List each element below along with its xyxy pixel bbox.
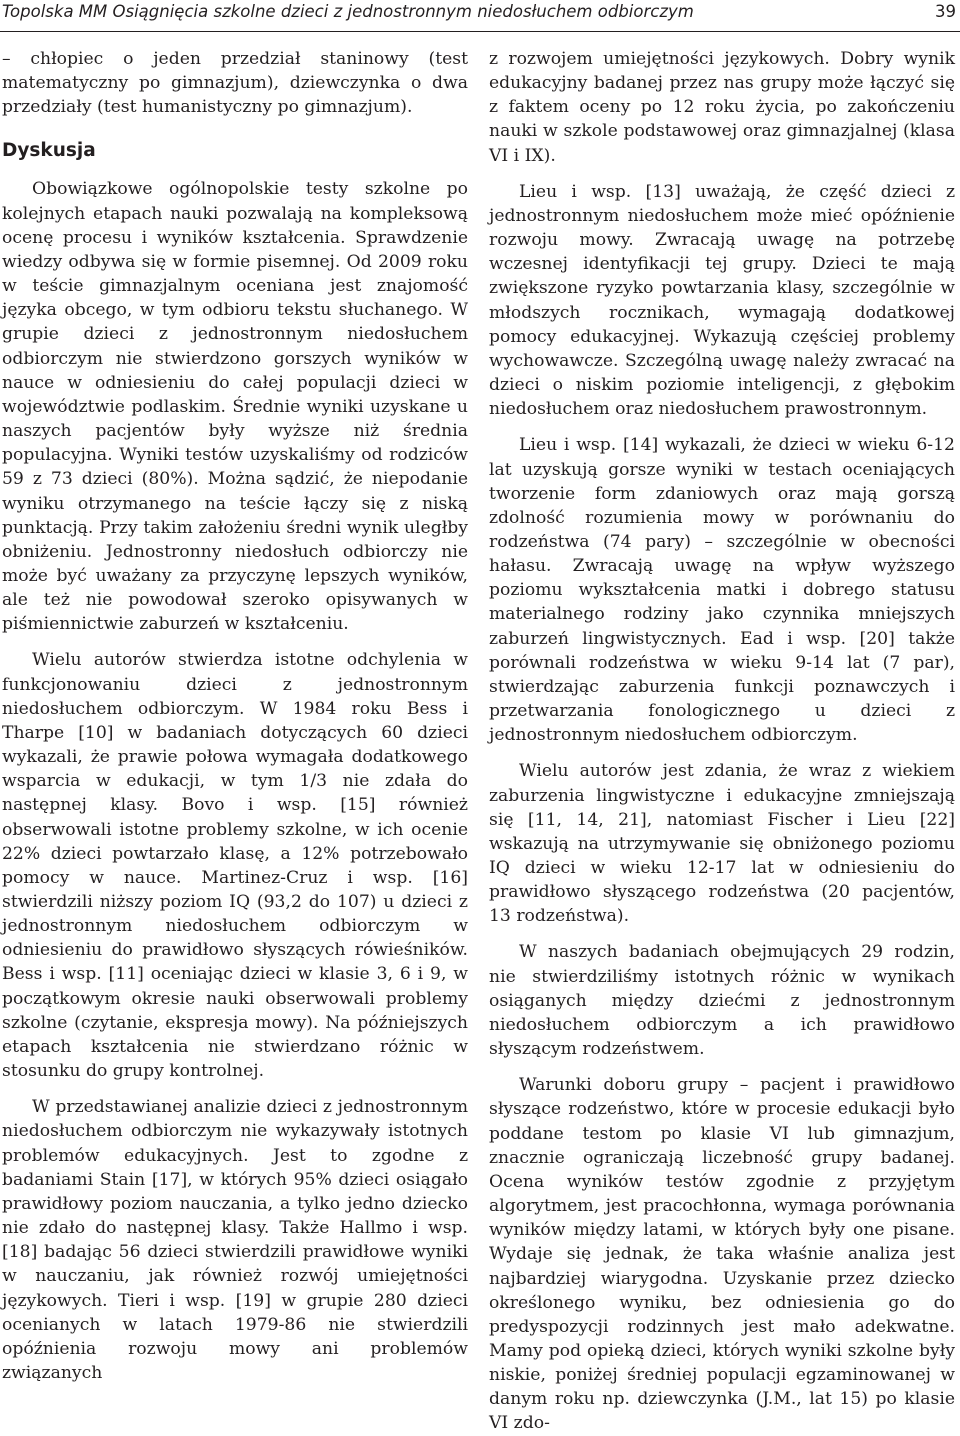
body-paragraph: z rozwojem umiejętności językowych. Dobry wynik edukacyjny badanej przez nas grupy może łączyć się z faktem oceny po 12 roku życia, po zakończeniu nauki w szkole podstawowej oraz gimnazjalnej (klasa VI i IX). (489, 49, 955, 166)
left-column (2, 47, 468, 1385)
page-number: 39 (935, 2, 956, 21)
right-column (489, 47, 955, 1436)
header-rule (0, 31, 960, 32)
body-paragraph: Wielu autorów jest zdania, że wraz z wiekiem zaburzenia lingwistyczne i edukacyjne zmniejszają się [11, 14, 21], natomiast Fischer i Lieu [22] wskazują na utrzymywanie się obniżonego poziomu IQ dzieci w wieku 12-17 lat w odniesieniu do prawidłowo słyszącego rodzeństwa (20 pacjentów, 13 rodzeństwa). (489, 761, 955, 927)
body-paragraph: W przedstawianej analizie dzieci z jednostronnym niedosłuchem odbiorczym nie wykazywały istotnych problemów edukacyjnych. Jest to zgodne z badaniami Stain [17], w których 95% dzieci osiągało prawidłowy poziom nauczania, a tylko jedno dziecko nie zdało do następnej klasy. Także Hallmo i wsp. [18] badając 56 dzieci stwierdzili prawidłowe wyniki w nauczaniu, jak również rozwój umiejętności językowych. Tieri i wsp. [19] w grupie 280 dzieci ocenianych w latach 1979-86 nie stwierdzili opóźnienia rozwoju mowy ani problemów związanych (2, 1097, 468, 1383)
running-header (0, 0, 960, 24)
body-paragraph: W naszych badaniach obejmujących 29 rodzin, nie stwierdziliśmy istotnych różnic w wynikach osiąganych między dziećmi z jednostronnym niedosłuchem odbiorczym a ich prawidłowo słyszącym rodzeństwem. (489, 942, 955, 1060)
result-list (2, 47, 468, 119)
list-item: – chłopiec o jeden przedział staninowy (test matematyczny po gimnazjum), dziewczynka o dwa przedziały (test humanistyczny po gimnazjum). (2, 49, 468, 118)
running-title: Topolska MM Osiągnięcia szkolne dzieci z jednostronnym niedosłuchem odbiorczym (2, 2, 694, 21)
body-paragraph: Warunki doboru grupy – pacjent i prawidłowo słyszące rodzeństwo, które w procesie edukacji było poddane testom po klasie VI lub gimnazjum, znacznie ograniczają liczebność grupy badanej. Ocena wyników testów zgodnie z przyjętym algorytmem, jest pracochłonna, wymaga porównania wyników między latami, w których były one pisane. Wydaje się jednak, że taka właśnie analiza jest najbardziej wiarygodna. Uzyskanie przez dziecko określonego wyniku, bez odniesienia go do predyspozycji rodzinnych jest mało adekwatne. Mamy pod opieką dzieci, których wyniki szkolne były niskie, poniżej średniej populacji egzaminowanej w danym roku np. dziewczynka (J.M., lat 15) po klasie VI zdo- (489, 1075, 955, 1434)
body-paragraph: Lieu i wsp. [14] wykazali, że dzieci w wieku 6-12 lat uzyskują gorsze wyniki w testach oceniających tworzenie form zdaniowych oraz mają gorszą zdolność rozumienia mowy w porównaniu do rodzeństwa (74 pary) – szczególnie w obecności hałasu. Zwracają uwagę na wpływ wyższego poziomu wykształcenia matki i dobrego statusu materialnego rodziny jako czynnika mniejszych zaburzeń lingwistycznych. Ead i wsp. [20] także porównali rodzeństwa w wieku 9-14 lat (7 par), stwierdzając zaburzenia funkcji poznawczych i przetwarzania fonologicznego u dzieci z jednostronnym niedosłuchem odbiorczym. (489, 435, 955, 746)
section-heading: Dyskusja (2, 140, 96, 162)
body-paragraph: Lieu i wsp. [13] uważają, że część dzieci z jednostronnym niedosłuchem może mieć opóźnienie rozwoju mowy. Zwracają uwagę na potrzebę wczesnej identyfikacji tej grupy. Dzieci te mają zwiększone ryzyko powtarzania klasy, szczególnie w młodszych rocznikach, wymagają dodatkowej pomocy edukacyjnej. Wykazują częściej problemy wychowawcze. Szczególną uwagę należy zwracać na dzieci o niskim poziomie inteligencji, z głębokim niedosłuchem oraz niedosłuchem prawostronnym. (489, 181, 955, 420)
body-paragraph: Obowiązkowe ogólnopolskie testy szkolne po kolejnych etapach nauki pozwalają na kompleksową ocenę procesu i wyników kształcenia. Sprawdzenie wiedzy odbywa się w formie pisemnej. Od 2009 roku w teście gimnazjalnym oceniana jest znajomość języka obcego, w tym odbioru tekstu słuchanego. W grupie dzieci z jednostronnym niedosłuchem odbiorczym nie stwierdzono gorszych wyników w nauce w odniesieniu do całej populacji dzieci w województwie podlaskim. Średnie wyniki uzyskane u naszych pacjentów były wyższe niż średnia populacyjna. Wyniki testów uzyskaliśmy od rodziców 59 z 73 dzieci (80%). Można sądzić, że niepodanie wyniku otrzymanego na teście łączy się z niską punktacją. Przy takim założeniu średni wynik uległby obniżeniu. Jednostronny niedosłuch odbiorczy nie może być uważany za przyczynę lepszych wyników, ale też nie powodował szeroko opisywanych w piśmiennictwie zaburzeń w kształceniu. (2, 179, 468, 635)
body-paragraph: Wielu autorów stwierdza istotne odchylenia w funkcjonowaniu dzieci z jednostronnym niedosłuchem odbiorczym. W 1984 roku Bess i Tharpe [10] w badaniach dotyczących 60 dzieci wykazali, że prawie połowa wymagała dodatkowego wsparcia w edukacji, w tym 1/3 nie zdała do następnej klasy. Bovo i wsp. [15] również obserwowali istotne problemy szkolne, w ich ocenie 22% dzieci powtarzało klasę, a 12% potrzebowało pomocy w nauce. Martinez-Cruz i wsp. [16] stwierdzili niższy poziom IQ (93,2 do 107) u dzieci z jednostronnym niedosłuchem odbiorczym w odniesieniu do prawidłowo słyszących rówieśników. Bess i wsp. [11] oceniając dzieci w klasie 3, 6 i 9, w początkowym okresie nauki obserwowali problemy szkolne (czytanie, ekspresja mowy). Na późniejszych etapach kształcenia nie stwierdzano różnic w stosunku do grupy kontrolnej. (2, 650, 468, 1082)
